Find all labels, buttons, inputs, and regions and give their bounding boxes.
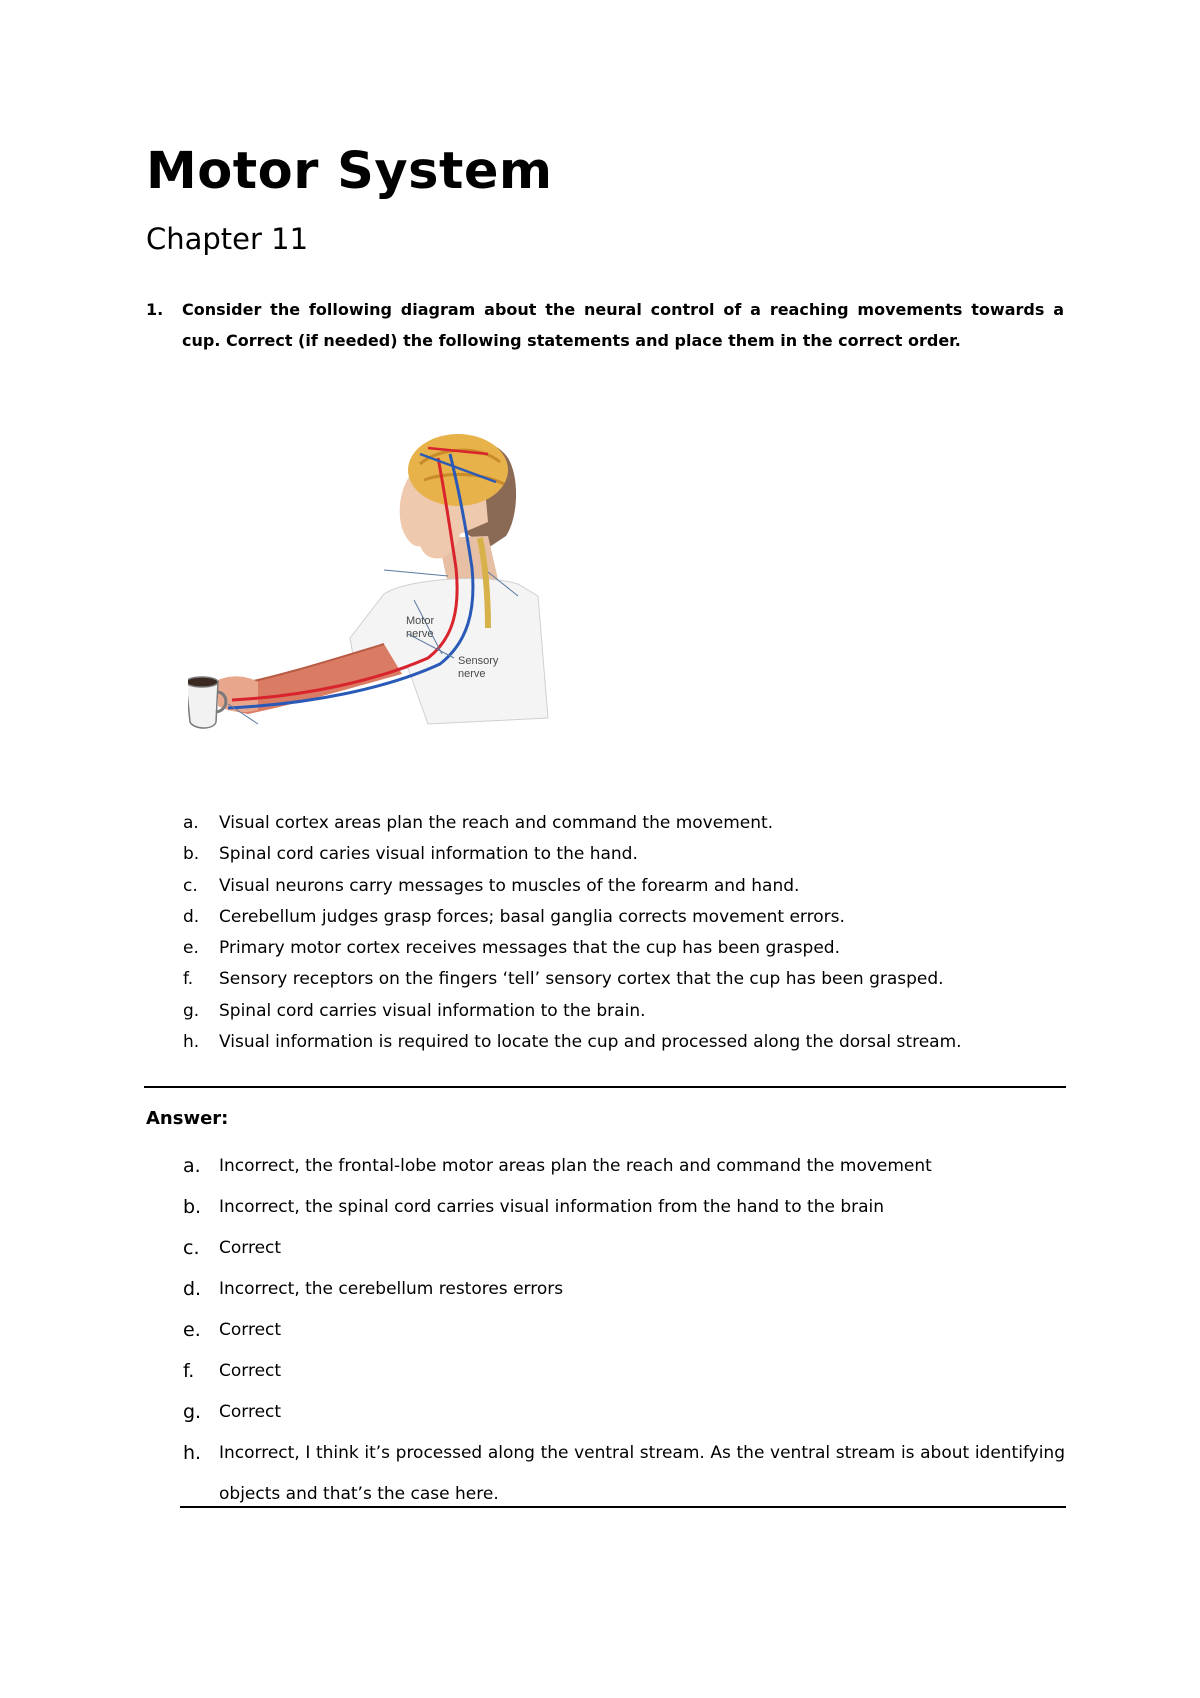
- list-item: [183, 933, 962, 964]
- list-item: [183, 1146, 1065, 1187]
- list-item-letter: c.: [183, 1237, 200, 1259]
- motor-nerve-label-2: nerve: [406, 628, 434, 640]
- list-item-letter: a.: [183, 1155, 201, 1177]
- list-item-text: Visual neurons carry messages to muscles of the forearm and hand.: [219, 875, 800, 896]
- answer-heading: Answer:: [146, 1108, 229, 1129]
- list-item-text: Correct: [219, 1320, 282, 1340]
- list-item: [183, 1351, 1065, 1392]
- list-item: [183, 1433, 1065, 1515]
- list-item-letter: a.: [183, 813, 199, 833]
- list-item-letter: e.: [183, 938, 199, 959]
- list-item-text: Spinal cord carries visual information to the brain.: [219, 1000, 646, 1021]
- list-item-text: Correct: [219, 1361, 282, 1381]
- list-item: [183, 1187, 1065, 1228]
- section-divider: [144, 1086, 1066, 1088]
- list-item-text: Visual information is required to locate the cup and processed along the dorsal stream.: [219, 1032, 962, 1053]
- question-number: 1.: [146, 300, 164, 319]
- chapter-subtitle: Chapter 11: [146, 222, 309, 256]
- list-item: [183, 1027, 962, 1058]
- list-item-letter: g.: [183, 1401, 202, 1423]
- list-item-text: Primary motor cortex receives messages that the cup has been grasped.: [219, 938, 840, 959]
- list-item: [183, 1228, 1065, 1269]
- list-item-text: Correct: [219, 1238, 282, 1258]
- list-item-text: Incorrect, I think it’s processed along the ventral stream. As the ventral stream is about identifying objects and that’s the case here.: [219, 1443, 1065, 1504]
- list-item-letter: f.: [183, 1360, 195, 1382]
- list-item-letter: b.: [183, 1196, 202, 1218]
- list-item-text: Incorrect, the cerebellum restores errors: [219, 1279, 564, 1299]
- list-item-text: Visual cortex areas plan the reach and command the movement.: [219, 813, 774, 833]
- list-item-letter: h.: [183, 1032, 200, 1053]
- list-item: [183, 871, 962, 902]
- list-item: [183, 839, 962, 870]
- list-item-text: Incorrect, the spinal cord carries visual information from the hand to the brain: [219, 1197, 885, 1217]
- page-title: Motor System: [146, 142, 553, 201]
- list-item-letter: h.: [183, 1442, 202, 1464]
- question-1: [146, 294, 1064, 356]
- list-item-text: Cerebellum judges grasp forces; basal ganglia corrects movement errors.: [219, 906, 845, 927]
- list-item-letter: d.: [183, 1278, 202, 1300]
- list-item-letter: e.: [183, 1319, 201, 1341]
- section-divider: [180, 1506, 1066, 1508]
- motor-nerve-label: Motor: [406, 615, 435, 627]
- list-item: [183, 964, 962, 995]
- answer-list: [183, 1146, 1065, 1515]
- list-item: [183, 1269, 1065, 1310]
- question-text: Consider the following diagram about the neural control of a reaching movements towards a cup. Correct (if needed) the following statements and place them in the correct order.: [182, 300, 1064, 350]
- list-item: [183, 902, 962, 933]
- reaching-diagram: [188, 418, 558, 790]
- list-item-text: Spinal cord caries visual information to the hand.: [219, 844, 638, 865]
- list-item: [183, 996, 962, 1027]
- sensory-nerve-label-2: nerve: [458, 668, 486, 680]
- list-item-text: Correct: [219, 1402, 282, 1422]
- list-item-letter: d.: [183, 906, 200, 927]
- list-item: [183, 1310, 1065, 1351]
- list-item-text: Incorrect, the frontal-lobe motor areas plan the reach and command the movement: [219, 1156, 932, 1176]
- list-item-letter: g.: [183, 1000, 200, 1021]
- list-item-letter: c.: [183, 875, 198, 896]
- statement-list: [183, 808, 962, 1058]
- list-item: [183, 1392, 1065, 1433]
- list-item-letter: f.: [183, 969, 194, 990]
- list-item-letter: b.: [183, 844, 200, 865]
- sensory-nerve-label: Sensory: [458, 655, 499, 667]
- list-item: [183, 808, 962, 839]
- list-item-text: Sensory receptors on the fingers ‘tell’ sensory cortex that the cup has been grasped.: [219, 969, 944, 990]
